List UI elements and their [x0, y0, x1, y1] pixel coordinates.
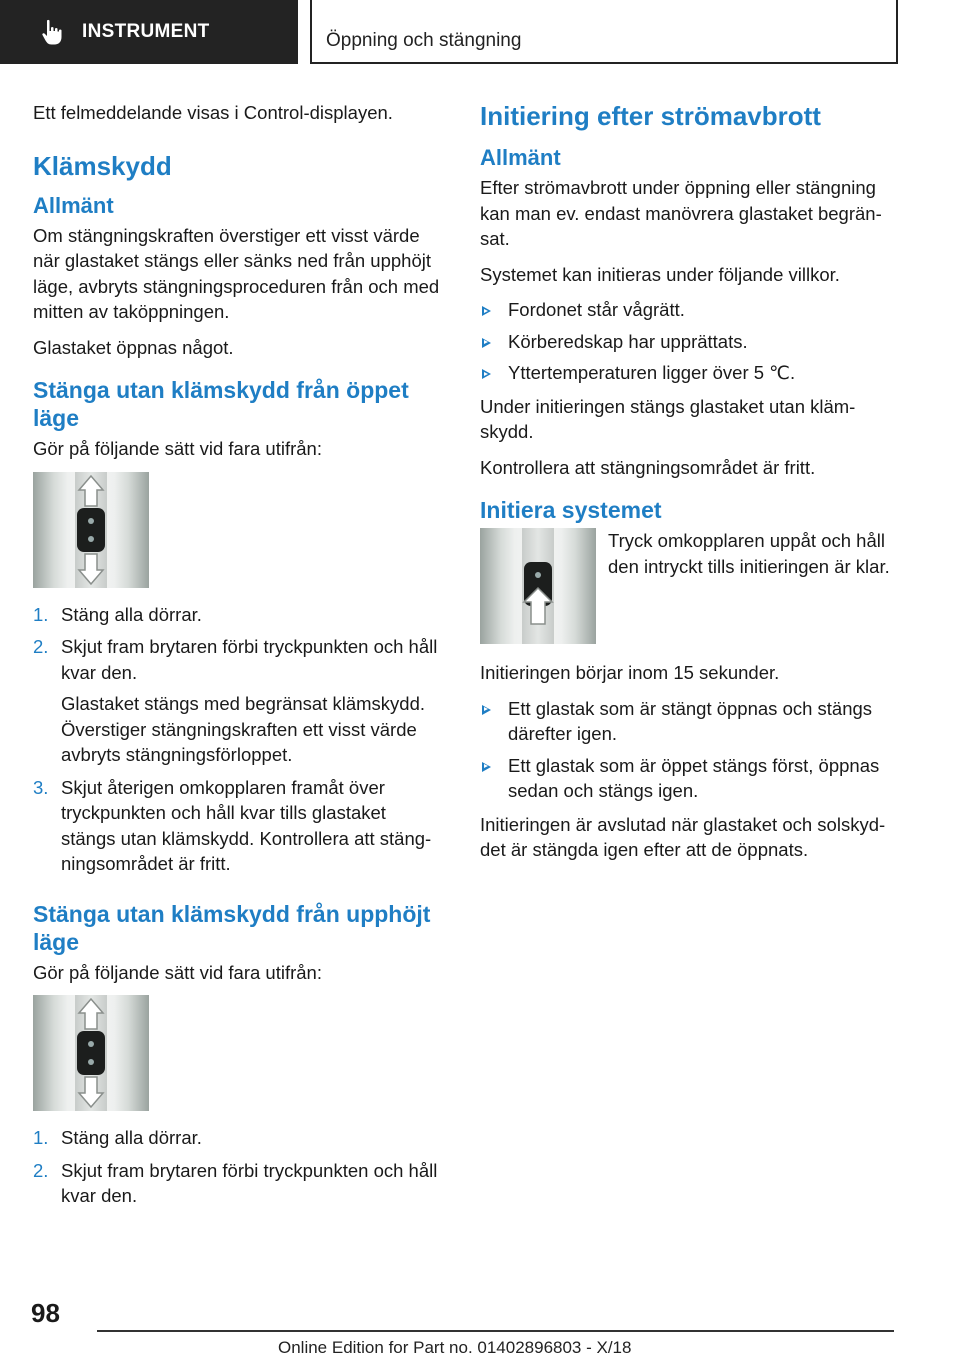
header-title: Öppning och stängning — [326, 30, 522, 51]
step-number: 2. — [33, 636, 49, 657]
list-item — [33, 1125, 445, 1151]
triangle-bullet-icon — [482, 705, 491, 715]
initiate-instruction — [480, 528, 900, 644]
switch-image-raised — [33, 995, 149, 1111]
right-column — [480, 100, 900, 873]
header-section-label: INSTRUMENT — [82, 21, 210, 42]
upphojt-intro: Gör på följande sätt vid fara utifrån: — [33, 961, 322, 983]
steps-list-open — [33, 602, 445, 877]
triangle-bullet-icon — [482, 306, 491, 316]
footer-edition: Online Edition for Part no. 01402896803 - X/18 — [278, 1338, 632, 1357]
tryck-paragraph: Tryck omkopplaren uppåt och håll den intryckt tills initieringen är klar. — [608, 530, 890, 577]
header-section-tab — [0, 0, 298, 64]
list-item — [480, 696, 900, 747]
allmant-paragraph: Om stängningskraften överstiger ett visst värde när glastaket stängs eller sänks ned från upphöjt läge, avbryts stängningsproceduren från och med mitten av taköppningen. — [33, 224, 440, 322]
avslutad-paragraph: Initieringen är avslutad när glastaket och solskyd‐det är stängda igen efter att de öppnats. — [480, 813, 886, 860]
heading-allmant-right: Allmänt — [480, 145, 561, 170]
up-arrow-icon — [480, 528, 596, 644]
list-item — [33, 1158, 445, 1209]
borjar-paragraph: Initieringen börjar inom 15 sekunder. — [480, 662, 780, 683]
list-item — [33, 775, 445, 877]
heading-upphojt-lage: Stänga utan klämskydd från upphöjt läge — [33, 900, 431, 955]
heading-initiering: Initiering efter strömavbrott — [480, 101, 821, 131]
triangle-bullet-icon — [482, 762, 491, 772]
villkor-paragraph: Systemet kan initieras under följande villkor. — [480, 263, 840, 285]
heading-oppet-lage: Stänga utan klämskydd från öppet läge — [33, 377, 409, 431]
oppet-intro: Gör på följande sätt vid fara utifrån: — [33, 438, 322, 459]
heading-klamskydd: Klämskydd — [33, 150, 172, 181]
list-item — [480, 360, 900, 386]
step-number: 3. — [33, 776, 49, 798]
list-item — [480, 329, 900, 355]
list-item — [33, 602, 445, 628]
intro-text: Ett felmeddelande visas i Control-displayen. — [33, 102, 393, 123]
step-note: Glastaket stängs med begränsat klämskydd. Överstiger stängningskraften ett visst värde avbryts stängningsförloppet. — [61, 693, 426, 765]
switch-image-open — [33, 472, 149, 588]
footer-divider — [97, 1330, 894, 1332]
switch-image-initiate — [480, 528, 596, 644]
triangle-bullet-icon — [482, 369, 491, 379]
page-number: 98 — [31, 1298, 60, 1328]
condition-text: Körberedskap har upprättats. — [508, 330, 748, 352]
step-text: Stäng alla dörrar. — [61, 1127, 202, 1148]
condition-text: Fordonet står vågrätt. — [508, 299, 685, 320]
step-number: 1. — [33, 1127, 49, 1148]
heading-initiera-systemet: Initiera systemet — [480, 497, 662, 523]
behaviour-text: Ett glastak som är öppet stängs först, öppnas sedan och stängs igen. — [508, 754, 880, 801]
triangle-bullet-icon — [482, 338, 491, 348]
oppnas-paragraph: Glastaket öppnas något. — [33, 336, 234, 358]
conditions-list — [480, 297, 900, 386]
kontroll-paragraph: Kontrollera att stängningsområdet är fritt. — [480, 456, 816, 478]
list-item — [480, 297, 900, 323]
steps-list-raised — [33, 1125, 445, 1209]
step-text: Skjut återigen omkopplaren framåt över tryckpunkten och håll kvar tills glastaket stängs utan klämskydd. Kontrollera att stäng‐ningsområdet är fritt. — [61, 776, 432, 874]
step-text: Stäng alla dörrar. — [61, 603, 202, 625]
step-text: Skjut fram brytaren förbi tryckpunkten och håll kvar den. — [61, 636, 438, 683]
under-paragraph: Under initieringen stängs glastaket utan kläm‐skydd. — [480, 395, 856, 442]
step-number: 2. — [33, 1159, 49, 1181]
roof-switch — [77, 1031, 105, 1075]
condition-text: Yttertemperaturen ligger över 5 ℃. — [508, 362, 796, 383]
left-column — [33, 100, 445, 1216]
step-text: Skjut fram brytaren förbi tryckpunkten och håll kvar den. — [61, 1159, 438, 1206]
list-item — [480, 753, 900, 804]
behaviour-text: Ett glastak som är stängt öppnas och stängs därefter igen. — [508, 697, 873, 744]
roof-switch — [77, 508, 105, 552]
list-item — [33, 634, 445, 768]
step-number: 1. — [33, 603, 49, 625]
header-title-box — [310, 0, 898, 64]
behaviour-list — [480, 696, 900, 804]
heading-allmant: Allmänt — [33, 192, 114, 218]
hand-pointer-icon — [38, 17, 68, 47]
allmant-right-paragraph: Efter strömavbrott under öppning eller stängning kan man ev. endast manövrera glastaket begrän‐sat. — [480, 177, 882, 249]
